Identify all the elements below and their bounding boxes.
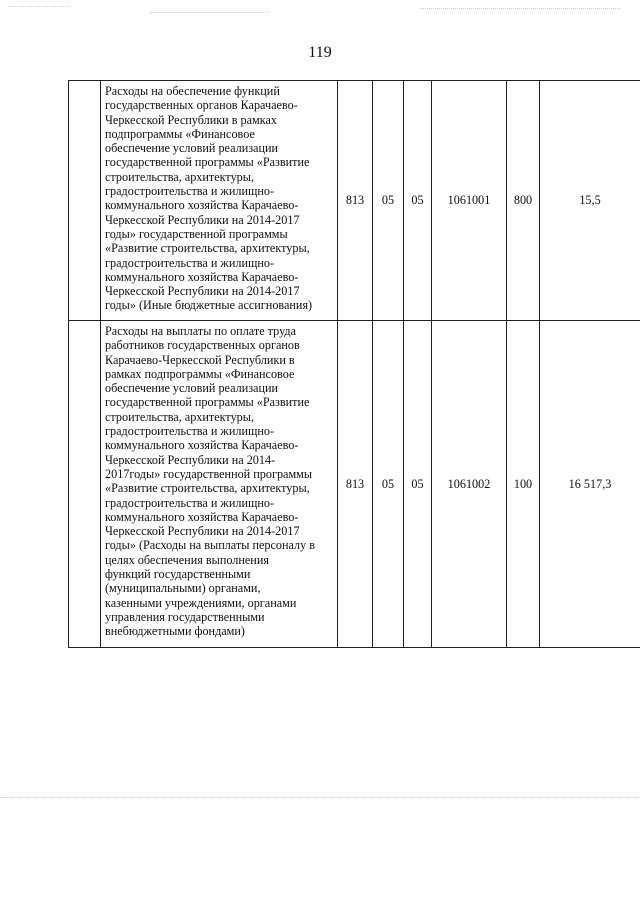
expense-type-cell: 100 (507, 321, 540, 648)
scan-artifact (0, 797, 640, 798)
description-cell: Расходы на выплаты по оплате труда работников государственных органов Карачаево-Черкесской Республики в рамках подпрограммы «Финансовое обеспечение условий реализации государственной программы «Развитие строительства, архитектуры, градостроительства и жилищно- коммунального хозяйства Карачаево- Черкесской Республики на 2014- 2017годы» государственной программы «Развитие строительства, архитектуры, градостроительства и жилищно- коммунального хозяйства Карачаево- Черкесской Республики на 2014-2017 годы» (Расходы на выплаты персоналу в целях обеспечения выполнения функций государственными (муниципальными) органами, казенными учреждениями, органами управления государственными внебюджетными фондами) (101, 321, 338, 648)
scan-artifact (420, 8, 620, 9)
target-article-cell: 1061001 (432, 81, 507, 321)
table-row (69, 81, 640, 321)
subsection-cell: 05 (404, 81, 432, 321)
scan-artifact (10, 6, 70, 7)
ministry-code-cell: 813 (338, 321, 373, 648)
description-cell: Расходы на обеспечение функций государственных органов Карачаево- Черкесской Республики в рамках подпрограммы «Финансовое обеспечение условий реализации государственной программы «Развитие строительства, архитектуры, градостроительства и жилищно- коммунального хозяйства Карачаево- Черкесской Республики на 2014-2017 годы» государственной программы «Развитие строительства, архитектуры, градостроительства и жилищно- коммунального хозяйства Карачаево- Черкесской Республики на 2014-2017 годы» (Иные бюджетные ассигнования) (101, 81, 338, 321)
section-cell: 05 (373, 321, 404, 648)
subsection-cell: 05 (404, 321, 432, 648)
row-number-cell (69, 81, 101, 321)
expense-type-cell: 800 (507, 81, 540, 321)
ministry-code-cell: 813 (338, 81, 373, 321)
target-article-cell: 1061002 (432, 321, 507, 648)
amount-cell: 16 517,3 (540, 321, 640, 648)
amount-cell: 15,5 (540, 81, 640, 321)
section-cell: 05 (373, 81, 404, 321)
scan-artifact (150, 12, 270, 13)
row-number-cell (69, 321, 101, 648)
budget-table (68, 80, 640, 648)
table-row (69, 321, 640, 648)
page-number: 119 (308, 44, 332, 61)
